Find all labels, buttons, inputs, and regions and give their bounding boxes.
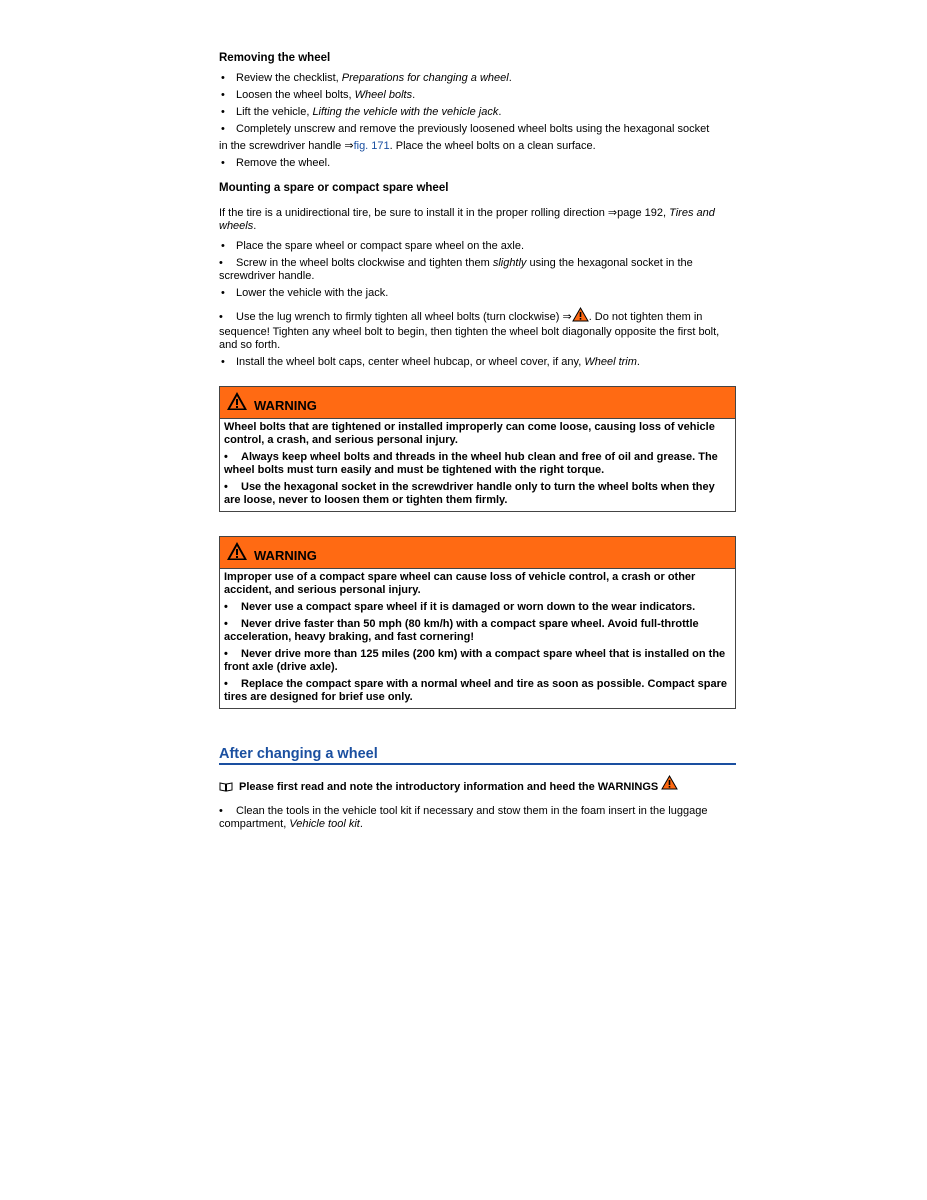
bullet-icon: •	[221, 89, 225, 101]
bullet-icon: •	[221, 356, 225, 368]
warning-item: • Never drive more than 125 miles (200 km) with a compact spare wheel that is installed on the front axle (drive axle).	[224, 648, 726, 673]
warning-label: WARNING	[254, 548, 317, 563]
section-title: After changing a wheel	[219, 746, 736, 765]
bullet-icon: •	[221, 123, 225, 135]
fig-171-link[interactable]: fig. 171	[353, 140, 390, 152]
warning-item: • Use the hexagonal socket in the screwdriver handle only to turn the wheel bolts when they are loose, never to loosen them or tighten them firmly.	[224, 481, 715, 506]
warning-item: • Always keep wheel bolts and threads in the wheel hub clean and free of oil and grease. The wheel bolts must turn easily and must be tightened with the right torque.	[224, 451, 718, 476]
bullet-icon: •	[224, 481, 228, 493]
removing-heading: Removing the wheel	[219, 52, 331, 64]
mounting-intro: If the tire is a unidirectional tire, be sure to install it in the proper rolling direction ⇒page 192, Tires and wheels.	[219, 207, 715, 232]
bullet-icon: •	[221, 72, 225, 84]
list-item: • Place the spare wheel or compact spare wheel on the axle.	[221, 240, 524, 252]
bullet-icon: •	[224, 618, 228, 630]
list-item: • Lift the vehicle, Lifting the vehicle with the vehicle jack.	[221, 106, 502, 118]
page-192-link[interactable]: page 192,	[617, 207, 670, 219]
warning-item: • Never use a compact spare wheel if it is damaged or worn down to the wear indicators.	[224, 601, 696, 613]
bullet-icon: •	[219, 805, 223, 817]
warning-body	[220, 419, 735, 511]
bullet-icon: •	[224, 601, 228, 613]
warning-header	[220, 537, 735, 569]
list-item-continuation: in the screwdriver handle ⇒fig. 171. Place the wheel bolts on a clean surface.	[219, 140, 596, 152]
list-item: • Screw in the wheel bolts clockwise and tighten them slightly using the hexagonal socket in the screwdriver handle.	[219, 257, 693, 282]
list-item: • Use the lug wrench to firmly tighten all wheel bolts (turn clockwise) ⇒ . Do not tighten them in sequence! Tighten any wheel bolt to begin, then tighten the wheel bolt diagonally opposite the first bolt, and so forth.	[219, 307, 736, 352]
list-item: • Lower the vehicle with the jack.	[221, 287, 389, 299]
read-first-note: Please first read and note the introductory information and heed the WARNINGS	[219, 775, 736, 797]
warning-header	[220, 387, 735, 419]
warning-body	[220, 569, 735, 708]
warning-triangle-icon	[226, 541, 248, 564]
warning-box-compact-spare	[219, 536, 736, 709]
warning-intro: Improper use of a compact spare wheel can cause loss of vehicle control, a crash or other accident, and serious personal injury.	[224, 571, 696, 596]
warning-item: • Never drive faster than 50 mph (80 km/h) with a compact spare wheel. Avoid full-throttle acceleration, heavy braking, and fast cornering!	[224, 618, 699, 643]
bullet-icon: •	[224, 451, 228, 463]
list-item: • Install the wheel bolt caps, center wheel hubcap, or wheel cover, if any, Wheel trim.	[221, 356, 640, 368]
book-icon	[219, 781, 233, 797]
bullet-icon: •	[221, 157, 225, 169]
bullet-icon: •	[221, 287, 225, 299]
bullet-icon: •	[224, 678, 228, 690]
warning-intro: Wheel bolts that are tightened or installed improperly can come loose, causing loss of vehicle control, a crash, and serious personal injury.	[224, 421, 715, 446]
warning-label: WARNING	[254, 398, 317, 413]
list-item: • Remove the wheel.	[221, 157, 331, 169]
bullet-icon: •	[224, 648, 228, 660]
bullet-icon: •	[219, 311, 223, 323]
manual-page	[219, 52, 736, 831]
warning-triangle-icon	[226, 391, 248, 414]
bullet-icon: •	[221, 106, 225, 118]
warning-triangle-icon[interactable]	[572, 307, 589, 326]
list-item: • Review the checklist, Preparations for changing a wheel.	[221, 72, 512, 84]
bullet-icon: •	[221, 240, 225, 252]
mounting-heading: Mounting a spare or compact spare wheel	[219, 182, 449, 194]
list-item: • Completely unscrew and remove the previously loosened wheel bolts using the hexagonal socket	[221, 123, 710, 135]
list-item: • Loosen the wheel bolts, Wheel bolts.	[221, 89, 416, 101]
list-item: • Clean the tools in the vehicle tool kit if necessary and stow them in the foam insert in the luggage compartment, Vehicle tool kit.	[219, 805, 708, 830]
warning-box-wheel-bolts	[219, 386, 736, 512]
warning-triangle-icon[interactable]	[661, 775, 678, 795]
bullet-icon: •	[219, 257, 223, 269]
warning-item: • Replace the compact spare with a normal wheel and tire as soon as possible. Compact spare tires are designed for brief use only.	[224, 678, 727, 703]
